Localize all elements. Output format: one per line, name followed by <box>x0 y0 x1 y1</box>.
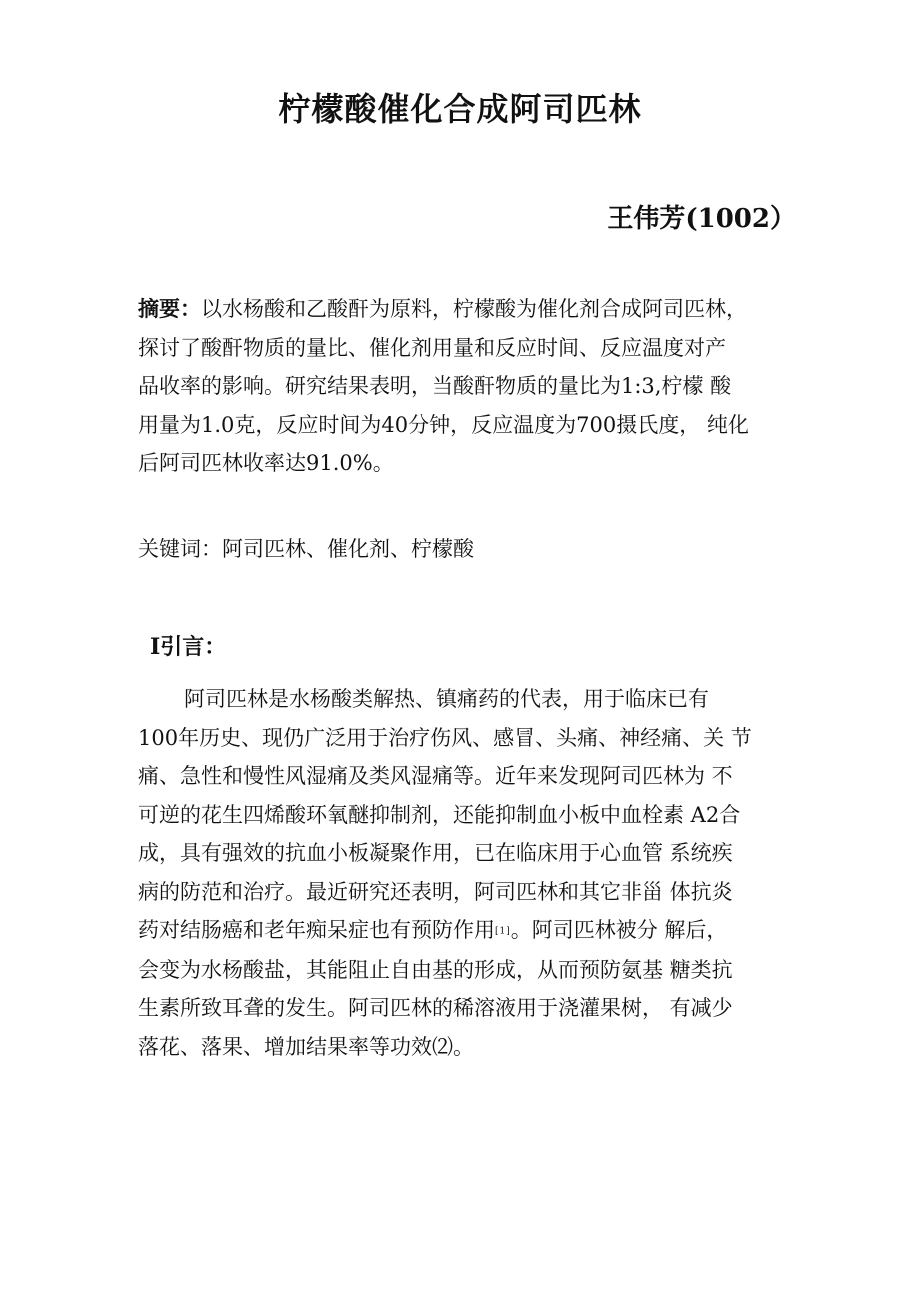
intro-line: 100年历史、现仍广泛用于治疗伤风、感冒、头痛、神经痛、关 节 <box>138 725 752 750</box>
abstract-line: 后阿司匹林收率达91.0%。 <box>138 451 394 475</box>
intro-line: 痛、急性和慢性风湿痛及类风湿痛等。近年来发现阿司匹林为 不 <box>138 764 733 788</box>
abstract-label: 摘要： <box>138 296 201 321</box>
section-heading: I引言： <box>150 634 227 660</box>
intro-paragraph <box>138 680 798 1066</box>
intro-line <box>138 911 798 951</box>
intro-line: 病的防范和治疗。最近研究还表明，阿司匹林和其它非甾 体抗炎 <box>138 879 733 904</box>
document-title: 柠檬酸催化合成阿司匹林 <box>278 90 642 128</box>
intro-line: 会变为水杨酸盐，其能阻止自由基的形成，从而预防氨基 糖类抗 <box>138 957 733 982</box>
intro-line: 可逆的花生四烯酸环氧醚抑制剂，还能抑制血小板中血栓素 A2合 <box>138 802 741 827</box>
abstract-text: 以水杨酸和乙酸酐为原料，柠檬酸为催化剂合成阿司匹林， <box>201 297 747 321</box>
abstract-line: 品收率的影响。研究结果表明，当酸酐物质的量比为1:3,柠檬 酸 <box>138 374 732 398</box>
intro-line: 落花、落果、增加结果率等功效⑵。 <box>138 1034 474 1059</box>
intro-text: 。阿司匹林被分 解后， <box>510 918 728 942</box>
abstract-line <box>138 290 798 329</box>
keywords-line: 关键词：阿司匹林、催化剂、柠檬酸 <box>138 537 474 561</box>
intro-line: 成，具有强效的抗血小板凝聚作用，已在临床用于心血管 系统疾 <box>138 841 733 865</box>
intro-text: 药对结肠癌和老年痴呆症也有预防作用 <box>138 918 495 942</box>
citation-marker: [1] <box>495 926 511 937</box>
abstract-paragraph <box>138 290 798 483</box>
intro-line: 阿司匹林是水杨酸类解热、镇痛药的代表，用于临床已有 <box>184 687 709 711</box>
intro-line: 生素所致耳聋的发生。阿司匹林的稀溶液用于浇灌果树， 有减少 <box>138 996 733 1021</box>
abstract-line: 用量为1.0克，反应时间为40分钟，反应温度为700摄氏度， 纯化 <box>138 412 749 437</box>
abstract-line: 探讨了酸酐物质的量比、催化剂用量和反应时间、反应温度对产 <box>138 335 726 360</box>
author-line: 王伟芳(1002） <box>607 204 796 234</box>
